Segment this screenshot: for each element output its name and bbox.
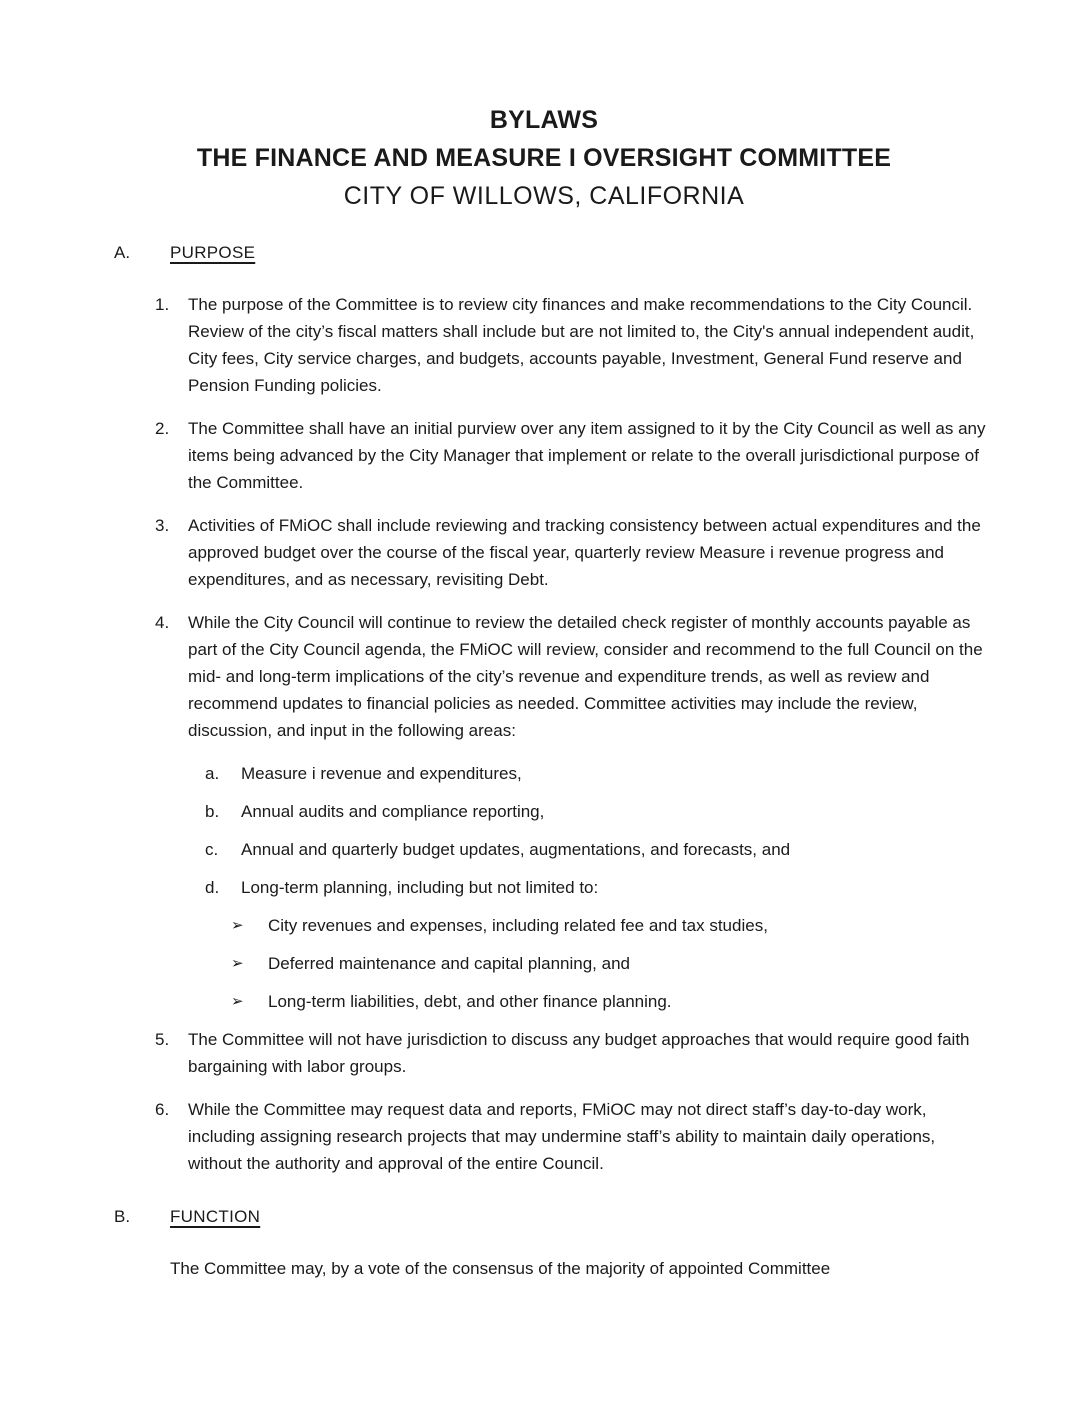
document-subtitle: THE FINANCE AND MEASURE I OVERSIGHT COMMITTEE	[196, 144, 892, 172]
numbered-item-1	[0, 291, 1088, 399]
numbered-item-6	[0, 1096, 1088, 1177]
numbered-item-marker: 4.	[155, 613, 170, 632]
arrow-bullet-icon: ➢	[231, 917, 244, 934]
numbered-item-text: While the City Council will continue to review the detailed check register of monthly accounts payable as part of the City Council agenda, the FMiOC will review, consider and recommend to the full Council on the mid- and long-term implications of the city’s revenue and expenditure trends, as well as review and recommend updates to financial policies as needed. Committee activities may include the review, discussion, and input in the following areas:	[188, 613, 983, 740]
lettered-item-c	[0, 836, 1088, 863]
numbered-item-5	[0, 1026, 1088, 1080]
document-location-line: CITY OF WILLOWS, CALIFORNIA	[343, 182, 745, 210]
arrow-bullet-item-3	[0, 988, 1088, 1015]
lettered-item-marker: b.	[205, 802, 220, 821]
lettered-item-text: Annual and quarterly budget updates, augmentations, and forecasts, and	[241, 840, 791, 859]
numbered-item-text: While the Committee may request data and reports, FMiOC may not direct staff’s day-to-day work, including assigning research projects that may undermine staff’s ability to maintain daily operations, without the authority and approval of the entire Council.	[188, 1100, 936, 1173]
arrow-bullet-item-2	[0, 950, 1088, 977]
arrow-bullet-icon: ➢	[231, 993, 244, 1010]
lettered-item-a	[0, 760, 1088, 787]
numbered-item-3	[0, 512, 1088, 593]
document-title-block	[0, 0, 1088, 215]
section-b-title: FUNCTION	[170, 1207, 261, 1226]
lettered-item-marker: a.	[205, 764, 220, 783]
lettered-item-marker: d.	[205, 878, 220, 897]
numbered-item-4	[0, 609, 1088, 744]
section-b-label: B.	[114, 1207, 131, 1226]
arrow-bullet-item-1	[0, 912, 1088, 939]
numbered-item-marker: 6.	[155, 1100, 170, 1119]
arrow-bullet-icon: ➢	[231, 955, 244, 972]
numbered-item-marker: 1.	[155, 295, 170, 314]
numbered-item-2	[0, 415, 1088, 496]
numbered-item-marker: 5.	[155, 1030, 170, 1049]
lettered-item-text: Measure i revenue and expenditures,	[241, 764, 522, 783]
lettered-item-text: Annual audits and compliance reporting,	[241, 802, 545, 821]
numbered-item-text: The Committee shall have an initial purview over any item assigned to it by the City Council as well as any items being advanced by the City Manager that implement or relate to the overall jurisdictional purpose of the Committee.	[188, 419, 986, 492]
section-b-heading	[0, 1203, 1088, 1230]
lettered-item-text: Long-term planning, including but not limited to:	[241, 878, 599, 897]
lettered-item-d	[0, 874, 1088, 901]
numbered-item-marker: 2.	[155, 419, 170, 438]
lettered-item-marker: c.	[205, 840, 219, 859]
document-title: BYLAWS	[489, 106, 599, 134]
numbered-item-text: The Committee will not have jurisdiction to discuss any budget approaches that would require good faith bargaining with labor groups.	[188, 1030, 970, 1076]
section-a-title: PURPOSE	[170, 243, 256, 262]
section-a-label: A.	[114, 243, 131, 262]
section-b-paragraph: The Committee may, by a vote of the consensus of the majority of appointed Committee	[170, 1259, 831, 1278]
arrow-bullet-text: Long-term liabilities, debt, and other finance planning.	[268, 992, 672, 1011]
section-a-heading	[0, 239, 1088, 266]
numbered-item-text: Activities of FMiOC shall include reviewing and tracking consistency between actual expenditures and the approved budget over the course of the fiscal year, quarterly review Measure i revenue progress and expenditures, and as necessary, revisiting Debt.	[188, 516, 981, 589]
arrow-bullet-text: City revenues and expenses, including related fee and tax studies,	[268, 916, 768, 935]
numbered-item-marker: 3.	[155, 516, 170, 535]
numbered-item-text: The purpose of the Committee is to review city finances and make recommendations to the City Council. Review of the city’s fiscal matters shall include but are not limited to, the City's annual independent audit, City fees, City service charges, and budgets, accounts payable, Investment, General Fund reserve and Pension Funding policies.	[188, 295, 975, 395]
lettered-item-b	[0, 798, 1088, 825]
arrow-bullet-text: Deferred maintenance and capital planning, and	[268, 954, 630, 973]
